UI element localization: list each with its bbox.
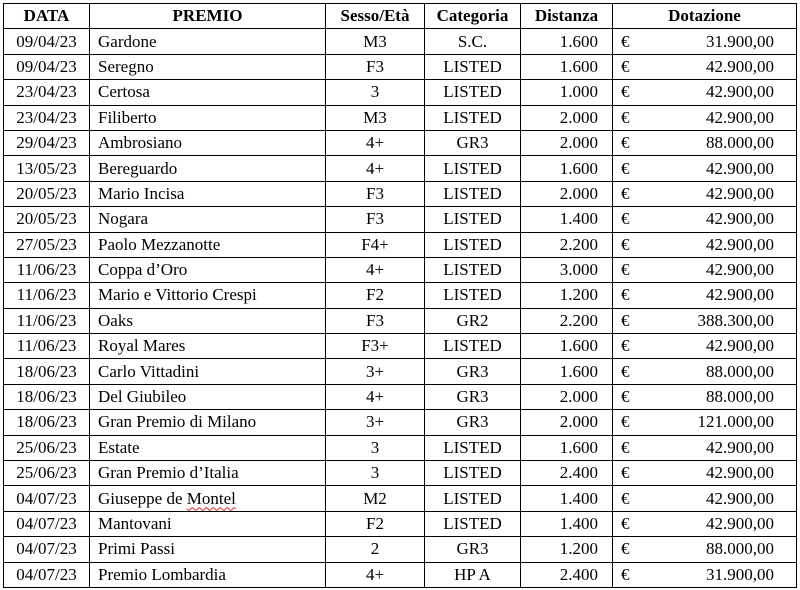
cell-category: LISTED <box>425 257 521 282</box>
cell-amount: 42.900,00 <box>641 283 797 308</box>
header-category: Categoria <box>425 4 521 29</box>
cell-race: Gran Premio di Milano <box>90 410 326 435</box>
table-row <box>4 486 797 511</box>
cell-currency: € <box>613 410 641 435</box>
cell-sex-age: 3 <box>326 461 425 486</box>
cell-race: Mario e Vittorio Crespi <box>90 283 326 308</box>
cell-sex-age: M2 <box>326 486 425 511</box>
cell-currency: € <box>613 232 641 257</box>
cell-currency: € <box>613 130 641 155</box>
cell-currency: € <box>613 156 641 181</box>
cell-currency: € <box>613 384 641 409</box>
cell-distance: 1.000 <box>521 80 613 105</box>
cell-date: 11/06/23 <box>4 334 90 359</box>
cell-amount: 121.000,00 <box>641 410 797 435</box>
table-row <box>4 384 797 409</box>
cell-currency: € <box>613 54 641 79</box>
cell-race: Seregno <box>90 54 326 79</box>
cell-amount: 42.900,00 <box>641 54 797 79</box>
table-row <box>4 207 797 232</box>
races-table <box>3 3 797 588</box>
cell-distance: 1.600 <box>521 29 613 54</box>
cell-distance: 1.600 <box>521 359 613 384</box>
cell-date: 23/04/23 <box>4 80 90 105</box>
header-row <box>4 4 797 29</box>
cell-distance: 1.200 <box>521 283 613 308</box>
cell-currency: € <box>613 80 641 105</box>
cell-sex-age: F3 <box>326 308 425 333</box>
cell-sex-age: M3 <box>326 105 425 130</box>
cell-currency: € <box>613 486 641 511</box>
cell-race: Del Giubileo <box>90 384 326 409</box>
cell-currency: € <box>613 181 641 206</box>
cell-distance: 1.400 <box>521 486 613 511</box>
table-row <box>4 435 797 460</box>
table-body <box>4 29 797 588</box>
cell-category: LISTED <box>425 334 521 359</box>
cell-distance: 1.400 <box>521 207 613 232</box>
cell-date: 25/06/23 <box>4 461 90 486</box>
cell-date: 29/04/23 <box>4 130 90 155</box>
cell-race: Nogara <box>90 207 326 232</box>
cell-sex-age: 3 <box>326 435 425 460</box>
cell-amount: 42.900,00 <box>641 181 797 206</box>
cell-currency: € <box>613 537 641 562</box>
cell-category: LISTED <box>425 80 521 105</box>
cell-distance: 2.000 <box>521 384 613 409</box>
cell-amount: 42.900,00 <box>641 80 797 105</box>
cell-currency: € <box>613 435 641 460</box>
cell-category: GR3 <box>425 384 521 409</box>
cell-category: LISTED <box>425 283 521 308</box>
cell-distance: 2.000 <box>521 181 613 206</box>
table-row <box>4 283 797 308</box>
cell-sex-age: F3+ <box>326 334 425 359</box>
table-row <box>4 29 797 54</box>
cell-category: GR3 <box>425 359 521 384</box>
cell-distance: 1.400 <box>521 511 613 536</box>
cell-sex-age: F4+ <box>326 232 425 257</box>
cell-race: Mario Incisa <box>90 181 326 206</box>
cell-distance: 2.200 <box>521 232 613 257</box>
table-row <box>4 461 797 486</box>
cell-distance: 2.000 <box>521 410 613 435</box>
cell-amount: 388.300,00 <box>641 308 797 333</box>
cell-distance: 1.600 <box>521 156 613 181</box>
cell-distance: 2.000 <box>521 105 613 130</box>
cell-category: LISTED <box>425 435 521 460</box>
header-prize: Dotazione <box>613 4 797 29</box>
cell-date: 11/06/23 <box>4 257 90 282</box>
cell-date: 27/05/23 <box>4 232 90 257</box>
cell-amount: 31.900,00 <box>641 562 797 587</box>
cell-race: Mantovani <box>90 511 326 536</box>
cell-category: LISTED <box>425 511 521 536</box>
cell-sex-age: M3 <box>326 29 425 54</box>
cell-currency: € <box>613 562 641 587</box>
cell-date: 25/06/23 <box>4 435 90 460</box>
cell-sex-age: 3+ <box>326 410 425 435</box>
cell-sex-age: F3 <box>326 207 425 232</box>
cell-currency: € <box>613 257 641 282</box>
cell-sex-age: 2 <box>326 537 425 562</box>
cell-amount: 42.900,00 <box>641 257 797 282</box>
cell-date: 13/05/23 <box>4 156 90 181</box>
cell-category: LISTED <box>425 105 521 130</box>
table-row <box>4 232 797 257</box>
cell-amount: 88.000,00 <box>641 359 797 384</box>
cell-sex-age: 4+ <box>326 130 425 155</box>
table-row <box>4 181 797 206</box>
cell-distance: 1.200 <box>521 537 613 562</box>
cell-sex-age: 4+ <box>326 257 425 282</box>
cell-category: LISTED <box>425 181 521 206</box>
table-row <box>4 308 797 333</box>
table-row <box>4 334 797 359</box>
cell-category: GR3 <box>425 537 521 562</box>
cell-amount: 42.900,00 <box>641 156 797 181</box>
cell-date: 04/07/23 <box>4 562 90 587</box>
cell-date: 18/06/23 <box>4 359 90 384</box>
header-race: PREMIO <box>90 4 326 29</box>
table-row <box>4 410 797 435</box>
cell-sex-age: 4+ <box>326 562 425 587</box>
cell-race: Gardone <box>90 29 326 54</box>
cell-currency: € <box>613 461 641 486</box>
cell-date: 11/06/23 <box>4 308 90 333</box>
cell-currency: € <box>613 207 641 232</box>
cell-distance: 2.200 <box>521 308 613 333</box>
cell-race: Carlo Vittadini <box>90 359 326 384</box>
cell-sex-age: 3 <box>326 80 425 105</box>
cell-amount: 42.900,00 <box>641 461 797 486</box>
cell-category: LISTED <box>425 207 521 232</box>
cell-sex-age: F3 <box>326 54 425 79</box>
table-row <box>4 562 797 587</box>
cell-category: GR3 <box>425 410 521 435</box>
cell-distance: 2.400 <box>521 461 613 486</box>
header-date: DATA <box>4 4 90 29</box>
cell-date: 04/07/23 <box>4 486 90 511</box>
cell-amount: 42.900,00 <box>641 486 797 511</box>
cell-amount: 42.900,00 <box>641 435 797 460</box>
cell-amount: 42.900,00 <box>641 232 797 257</box>
cell-race: Primi Passi <box>90 537 326 562</box>
cell-race: Estate <box>90 435 326 460</box>
cell-currency: € <box>613 308 641 333</box>
cell-race <box>90 486 326 511</box>
cell-amount: 88.000,00 <box>641 537 797 562</box>
table-row <box>4 511 797 536</box>
cell-sex-age: F2 <box>326 511 425 536</box>
cell-amount: 88.000,00 <box>641 130 797 155</box>
cell-category: LISTED <box>425 156 521 181</box>
cell-race: Paolo Mezzanotte <box>90 232 326 257</box>
header-sex-age: Sesso/Età <box>326 4 425 29</box>
cell-date: 09/04/23 <box>4 29 90 54</box>
cell-race: Bereguardo <box>90 156 326 181</box>
cell-amount: 42.900,00 <box>641 105 797 130</box>
cell-date: 20/05/23 <box>4 181 90 206</box>
cell-sex-age: F2 <box>326 283 425 308</box>
cell-currency: € <box>613 283 641 308</box>
cell-distance: 1.600 <box>521 435 613 460</box>
table-row <box>4 257 797 282</box>
cell-sex-age: F3 <box>326 181 425 206</box>
cell-date: 18/06/23 <box>4 384 90 409</box>
cell-date: 04/07/23 <box>4 511 90 536</box>
cell-amount: 31.900,00 <box>641 29 797 54</box>
cell-distance: 3.000 <box>521 257 613 282</box>
cell-date: 09/04/23 <box>4 54 90 79</box>
cell-category: LISTED <box>425 54 521 79</box>
cell-currency: € <box>613 334 641 359</box>
cell-date: 23/04/23 <box>4 105 90 130</box>
cell-amount: 42.900,00 <box>641 207 797 232</box>
cell-distance: 1.600 <box>521 334 613 359</box>
cell-amount: 88.000,00 <box>641 384 797 409</box>
cell-currency: € <box>613 511 641 536</box>
table-row <box>4 359 797 384</box>
cell-race: Ambrosiano <box>90 130 326 155</box>
table-row <box>4 105 797 130</box>
cell-currency: € <box>613 359 641 384</box>
cell-race: Filiberto <box>90 105 326 130</box>
cell-race: Coppa d’Oro <box>90 257 326 282</box>
cell-distance: 2.400 <box>521 562 613 587</box>
cell-distance: 2.000 <box>521 130 613 155</box>
race-name-text: Giuseppe de <box>98 488 187 508</box>
table-row <box>4 54 797 79</box>
cell-amount: 42.900,00 <box>641 511 797 536</box>
cell-amount: 42.900,00 <box>641 334 797 359</box>
cell-race: Oaks <box>90 308 326 333</box>
cell-date: 18/06/23 <box>4 410 90 435</box>
table-row <box>4 80 797 105</box>
cell-category: LISTED <box>425 486 521 511</box>
cell-race: Royal Mares <box>90 334 326 359</box>
cell-date: 04/07/23 <box>4 537 90 562</box>
cell-category: GR3 <box>425 130 521 155</box>
cell-distance: 1.600 <box>521 54 613 79</box>
cell-category: HP A <box>425 562 521 587</box>
cell-race: Certosa <box>90 80 326 105</box>
cell-currency: € <box>613 29 641 54</box>
header-distance: Distanza <box>521 4 613 29</box>
cell-category: S.C. <box>425 29 521 54</box>
cell-race: Premio Lombardia <box>90 562 326 587</box>
table-row <box>4 130 797 155</box>
cell-category: LISTED <box>425 461 521 486</box>
cell-category: GR2 <box>425 308 521 333</box>
cell-race: Gran Premio d’Italia <box>90 461 326 486</box>
table-row <box>4 156 797 181</box>
cell-sex-age: 3+ <box>326 359 425 384</box>
cell-sex-age: 4+ <box>326 384 425 409</box>
table-row <box>4 537 797 562</box>
cell-currency: € <box>613 105 641 130</box>
cell-sex-age: 4+ <box>326 156 425 181</box>
cell-category: LISTED <box>425 232 521 257</box>
cell-date: 20/05/23 <box>4 207 90 232</box>
spellcheck-flagged-word: Montel <box>186 488 236 508</box>
cell-date: 11/06/23 <box>4 283 90 308</box>
